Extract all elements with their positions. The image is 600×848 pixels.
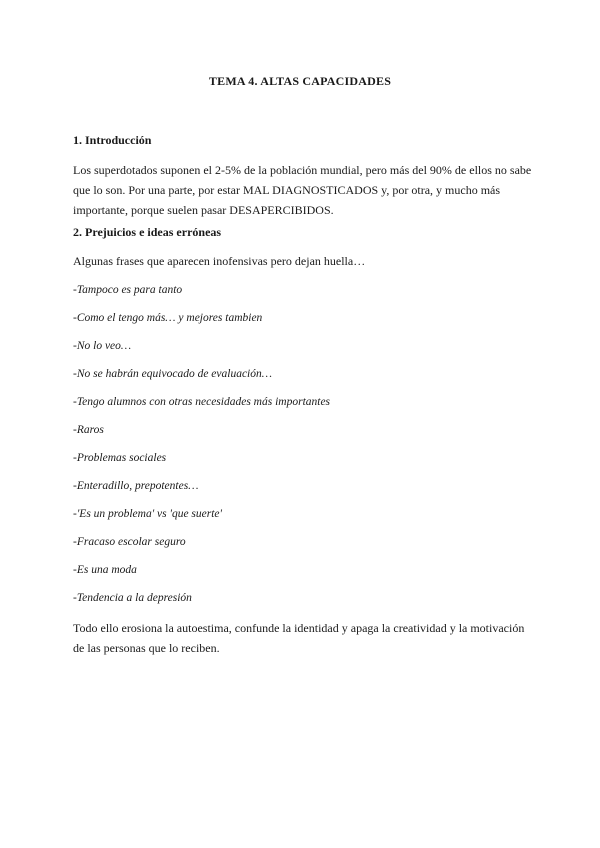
page-title: TEMA 4. ALTAS CAPACIDADES: [208, 74, 392, 88]
phrase-item: -Como el tengo más… y mejores tambien: [73, 312, 263, 324]
phrase-item: -No lo veo…: [73, 340, 132, 352]
phrase-item: -Problemas sociales: [73, 452, 167, 464]
phrase-item: -'Es un problema' vs 'que suerte': [73, 508, 222, 520]
phrase-item: -No se habrán equivocado de evaluación…: [73, 368, 272, 380]
phrase-item: -Raros: [73, 424, 104, 436]
phrase-item: -Tengo alumnos con otras necesidades más importantes: [73, 396, 331, 408]
prejuicios-intro: Algunas frases que aparecen inofensivas pero dejan huella…: [73, 254, 366, 268]
phrase-item: -Tendencia a la depresión: [73, 592, 192, 604]
phrase-item: -Tampoco es para tanto: [73, 284, 183, 296]
section-heading-introduccion: 1. Introducción: [73, 133, 152, 147]
phrase-item: -Es una moda: [73, 564, 137, 576]
intro-paragraph: Los superdotados suponen el 2-5% de la población mundial, pero más del 90% de ellos no sabe que lo son. Por una parte, por estar MAL DIAGNOSTICADOS y, por otra, y mucho más importante, porque suelen pasar DESAPERCIBIDOS.: [73, 163, 532, 217]
conclusion-paragraph: Todo ello erosiona la autoestima, confunde la identidad y apaga la creatividad y la motivación de las personas que lo reciben.: [73, 621, 525, 655]
phrase-item: -Fracaso escolar seguro: [73, 536, 186, 548]
section-heading-prejuicios: 2. Prejuicios e ideas erróneas: [73, 225, 222, 239]
phrase-item: -Enteradillo, prepotentes…: [73, 480, 199, 492]
